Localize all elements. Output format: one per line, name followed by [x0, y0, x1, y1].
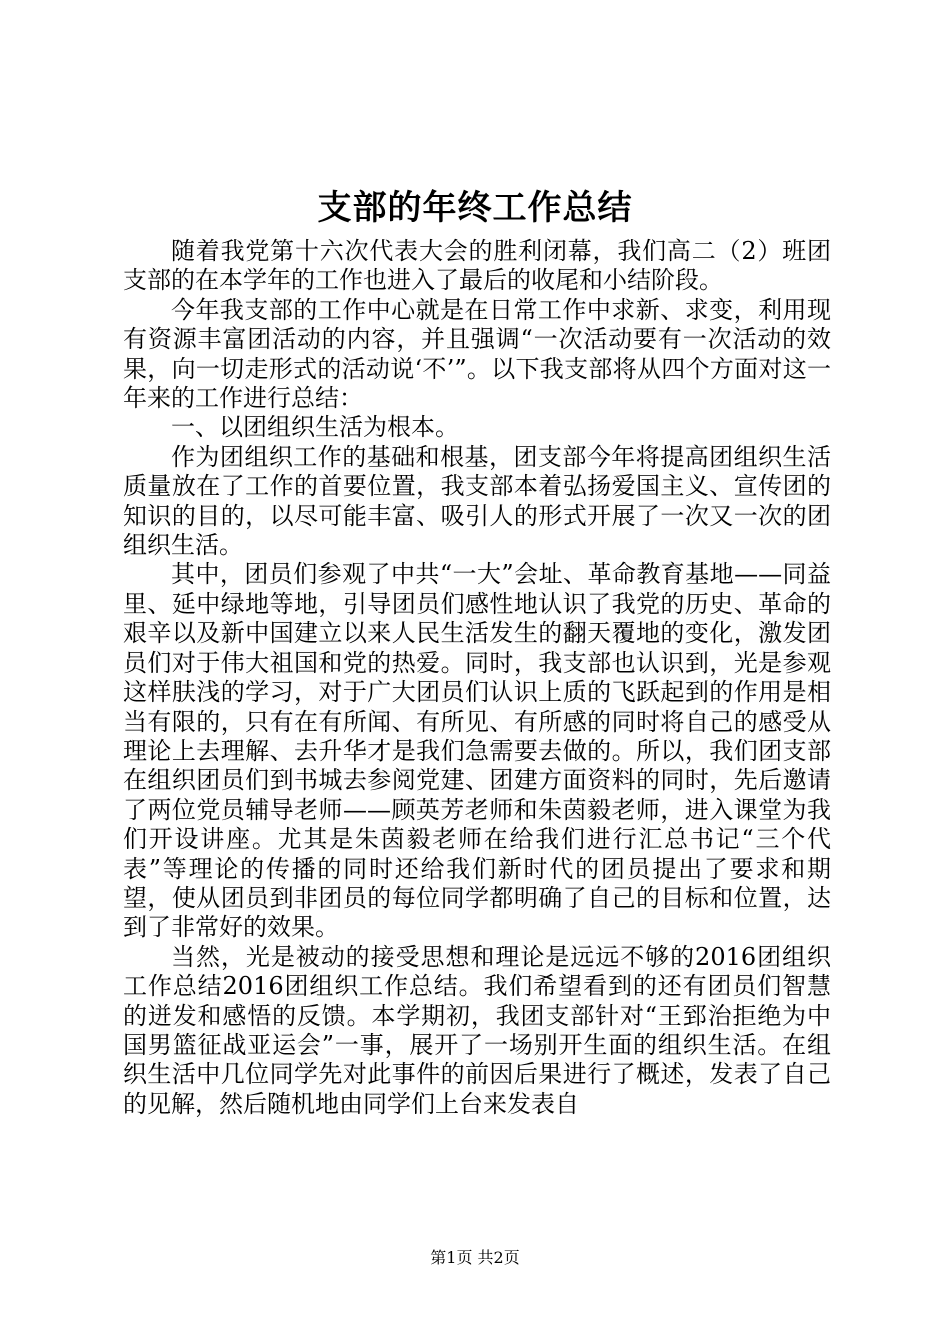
- paragraph: 其中，团员们参观了中共“一大”会址、革命教育基地——同益里、延中绿地等地，引导团员们感性地认识了我党的历史、革命的艰辛以及新中国建立以来人民生活发生的翻天覆地的变化，激发团员们对于伟大祖国和党的热爱。同时，我支部也认识到，光是参观这样肤浅的学习，对于广大团员们认识上质的飞跃起到的作用是相当有限的，只有在有所闻、有所见、有所感的同时将自己的感受从理论上去理解、去升华才是我们急需要去做的。所以，我们团支部在组织团员们到书城去参阅党建、团建方面资料的同时，先后邀请了两位党员辅导老师——顾英芳老师和朱茵毅老师，进入课堂为我们开设讲座。尤其是朱茵毅老师在给我们进行汇总书记“三个代表”等理论的传播的同时还给我们新时代的团员提出了要求和期望，使从团员到非团员的每位同学都明确了自己的目标和位置，达到了非常好的效果。: [123, 560, 831, 942]
- document-title: 支部的年终工作总结: [317, 188, 633, 228]
- document-body: [123, 237, 831, 1119]
- paragraph: 今年我支部的工作中心就是在日常工作中求新、求变，利用现有资源丰富团活动的内容，并且强调“一次活动要有一次活动的效果，向一切走形式的活动说‘不’”。以下我支部将从四个方面对这一年来的工作进行总结：: [123, 295, 831, 413]
- page-number-footer: 第1页 共2页: [430, 1248, 520, 1267]
- paragraph: 作为团组织工作的基础和根基，团支部今年将提高团组织生活质量放在了工作的首要位置，我支部本着弘扬爱国主义、宣传团的知识的目的，以尽可能丰富、吸引人的形式开展了一次又一次的团组织生活。: [123, 442, 831, 560]
- paragraph: 当然，光是被动的接受思想和理论是远远不够的2016团组织工作总结2016团组织工作总结。我们希望看到的还有团员们智慧的迸发和感悟的反馈。本学期初，我团支部针对“王郅治拒绝为中国男篮征战亚运会”一事，展开了一场别开生面的组织生活。在组织生活中几位同学先对此事件的前因后果进行了概述，发表了自己的见解，然后随机地由同学们上台来发表自: [123, 942, 831, 1118]
- section-heading: 一、以团组织生活为根本。: [171, 413, 459, 442]
- paragraph: 随着我党第十六次代表大会的胜利闭幕，我们高二（2）班团支部的在本学年的工作也进入了最后的收尾和小结阶段。: [123, 237, 831, 295]
